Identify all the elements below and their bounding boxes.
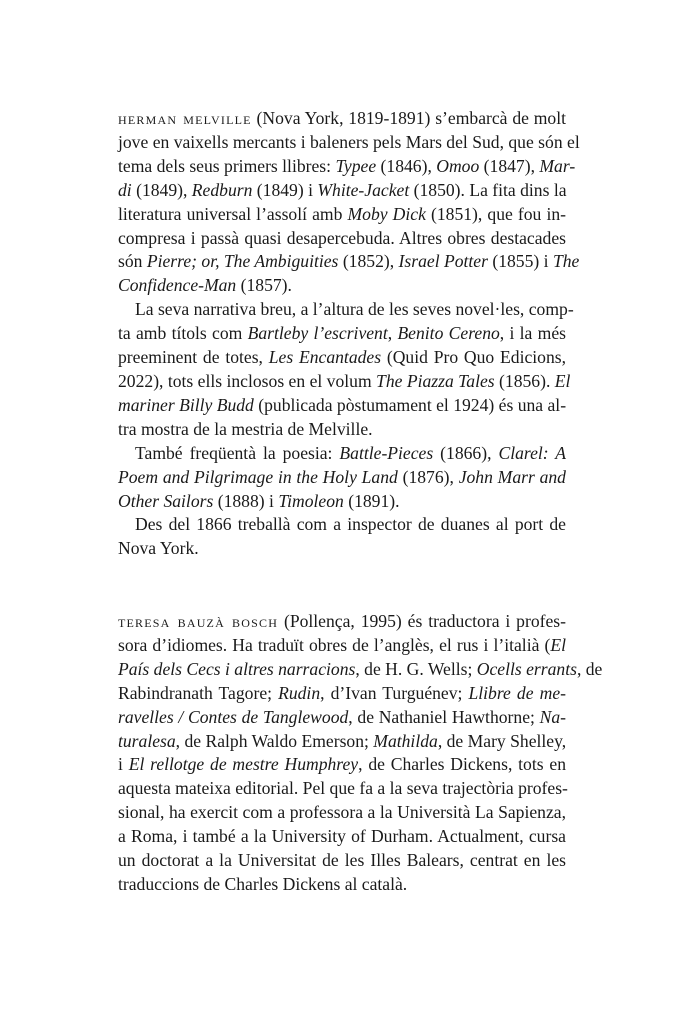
italic-title: The (552, 251, 580, 272)
italic-title: El (554, 370, 571, 391)
italic-title: El rellotge de mestre Humphrey (128, 754, 359, 775)
italic-title: turalesa (118, 730, 176, 751)
paragraph (118, 513, 566, 561)
author-name: herman melville (118, 108, 252, 128)
text-line (118, 610, 566, 634)
text-run: tema dels seus primers llibres: (118, 155, 336, 176)
text-line (118, 466, 566, 490)
text-run: sional, ha exercit com a professora a la Università La Sapienza, (118, 802, 566, 823)
text-line (118, 825, 566, 849)
italic-title: ravelles / Contes de Tanglewood (118, 706, 349, 727)
text-run: , i la més (499, 323, 566, 344)
text-run: (1849) i (252, 179, 318, 200)
text-run: (1856). (494, 370, 555, 391)
text-run: , de H. G. Wells; (355, 658, 477, 679)
text-run: un doctorat a la Universitat de les Illes Balears, centrat en les (118, 850, 566, 871)
text-run: (1891). (343, 490, 400, 511)
text-run: (1876), (397, 466, 459, 487)
italic-title: Rudin (278, 682, 321, 703)
text-run: (1852), (338, 251, 399, 272)
text-run: (1866), (433, 442, 499, 463)
italic-title: Bartleby l’escrivent (247, 323, 388, 344)
italic-title: Ocells errants (476, 658, 577, 679)
text-run: La seva narrativa breu, a l’altura de les seves novel·les, comp- (135, 299, 574, 320)
text-line (118, 753, 566, 777)
italic-title: Timoleon (278, 490, 344, 511)
text-run: ta amb títols com (118, 323, 248, 344)
text-line (118, 179, 566, 203)
text-run: Des del 1866 treballà com a inspector de duanes al port de (135, 514, 566, 535)
text-line (118, 131, 580, 155)
text-run: (1888) i (213, 490, 279, 511)
text-line (118, 513, 566, 537)
text-line (118, 370, 571, 394)
text-run: , (387, 323, 398, 344)
italic-title: mariner Billy Budd (118, 394, 254, 415)
italic-title: Other Sailors (118, 490, 214, 511)
italic-title: Llibre de me- (468, 682, 566, 703)
text-run: , de Mary Shelley, (437, 730, 567, 751)
text-line (118, 394, 566, 418)
text-run: (1855) i (487, 251, 553, 272)
text-line (118, 418, 566, 442)
text-run: , de Nathaniel Hawthorne; (348, 706, 540, 727)
italic-title: Na- (539, 706, 566, 727)
paragraph (118, 610, 603, 897)
text-run: tra mostra de la mestria de Melville. (118, 418, 373, 439)
text-line (118, 250, 580, 274)
italic-title: Clarel: A (498, 442, 567, 463)
author-name: teresa bauzà bosch (118, 611, 279, 631)
italic-title: Mathilda (373, 730, 438, 751)
text-run: (publicada pòstumament el 1924) és una al- (253, 394, 567, 415)
italic-title: Pierre; or, The Ambiguities (146, 251, 339, 272)
text-run: són (118, 251, 147, 272)
text-run: (1847), (479, 155, 540, 176)
text-line (118, 873, 566, 897)
text-line (118, 274, 566, 298)
text-line (118, 107, 566, 131)
italic-title: Les Encantades (268, 347, 382, 368)
text-line (118, 634, 566, 658)
text-run: 2022), tots ells inclosos en el volum (118, 370, 377, 391)
text-run: sora d’idiomes. Ha traduït obres de l’anglès, el rus i l’italià ( (118, 634, 551, 655)
text-run: a Roma, i també a la University of Durham. Actualment, cursa (118, 826, 566, 847)
text-run: (1849), (131, 179, 192, 200)
text-run: (Pollença, 1995) és traductora i profes- (278, 611, 567, 631)
text-run: (1857). (236, 275, 292, 296)
italic-title: Israel Potter (398, 251, 488, 272)
text-run: , de Charles Dickens, tots en (358, 754, 566, 775)
italic-title: John Marr and (458, 466, 566, 487)
text-line (118, 155, 576, 179)
text-line (118, 203, 566, 227)
italic-title: Typee (335, 155, 377, 176)
text-run: preeminent de totes, (118, 347, 269, 368)
italic-title: Mar- (539, 155, 576, 176)
text-line (118, 346, 566, 370)
text-line (118, 682, 566, 706)
text-line (118, 706, 566, 730)
paragraph (118, 298, 574, 441)
italic-title: Confidence-Man (118, 275, 237, 296)
italic-title: The Piazza Tales (376, 370, 495, 391)
italic-title: Redburn (191, 179, 253, 200)
paragraph (118, 442, 566, 514)
text-run: (Quid Pro Quo Edicions, (381, 347, 566, 368)
text-line (118, 777, 566, 801)
text-run: traduccions de Charles Dickens al català. (118, 873, 408, 894)
text-line (118, 227, 566, 251)
biography-herman-melville (118, 107, 580, 561)
text-line (118, 298, 574, 322)
text-run: (Nova York, 1819-1891) s’embarcà de molt (251, 108, 567, 128)
biography-teresa-bauza-bosch (118, 610, 603, 897)
text-line (118, 442, 566, 466)
text-run: compresa i passà quasi desapercebuda. Altres obres destacades (118, 227, 566, 248)
italic-title: di (118, 179, 132, 200)
italic-title: Omoo (436, 155, 480, 176)
text-run: aquesta mateixa editorial. Pel que fa a la seva trajectòria profes- (118, 778, 568, 799)
italic-title: El (550, 634, 566, 655)
italic-title: Battle-Pieces (339, 442, 434, 463)
text-run: (1851), que fou in- (425, 203, 566, 224)
text-line (118, 849, 566, 873)
italic-title: Moby Dick (347, 203, 426, 224)
text-line (118, 730, 566, 754)
text-run: Rabindranath Tagore; (118, 682, 279, 703)
italic-title: Poem and Pilgrimage in the Holy Land (118, 466, 398, 487)
text-run: , de (576, 658, 603, 679)
italic-title: White-Jacket (317, 179, 410, 200)
italic-title: Benito Cereno (397, 323, 500, 344)
text-run: jove en vaixells mercants i baleners pels Mars del Sud, que són el (118, 131, 580, 152)
italic-title: País dels Cecs i altres narracions (118, 658, 356, 679)
paragraph (118, 107, 580, 298)
text-run: , de Ralph Waldo Emerson; (175, 730, 374, 751)
text-run: (1850). La fita dins la (409, 179, 567, 200)
text-line (118, 537, 566, 561)
text-run: (1846), (376, 155, 437, 176)
text-line (118, 490, 566, 514)
text-run: , d’Ivan Turguénev; (320, 682, 469, 703)
text-line (118, 658, 603, 682)
text-run: Nova York. (118, 538, 199, 559)
text-run: També freqüentà la poesia: (135, 442, 340, 463)
text-run: literatura universal l’assolí amb (118, 203, 348, 224)
text-run: i (118, 754, 129, 775)
text-line (118, 322, 566, 346)
text-line (118, 801, 566, 825)
